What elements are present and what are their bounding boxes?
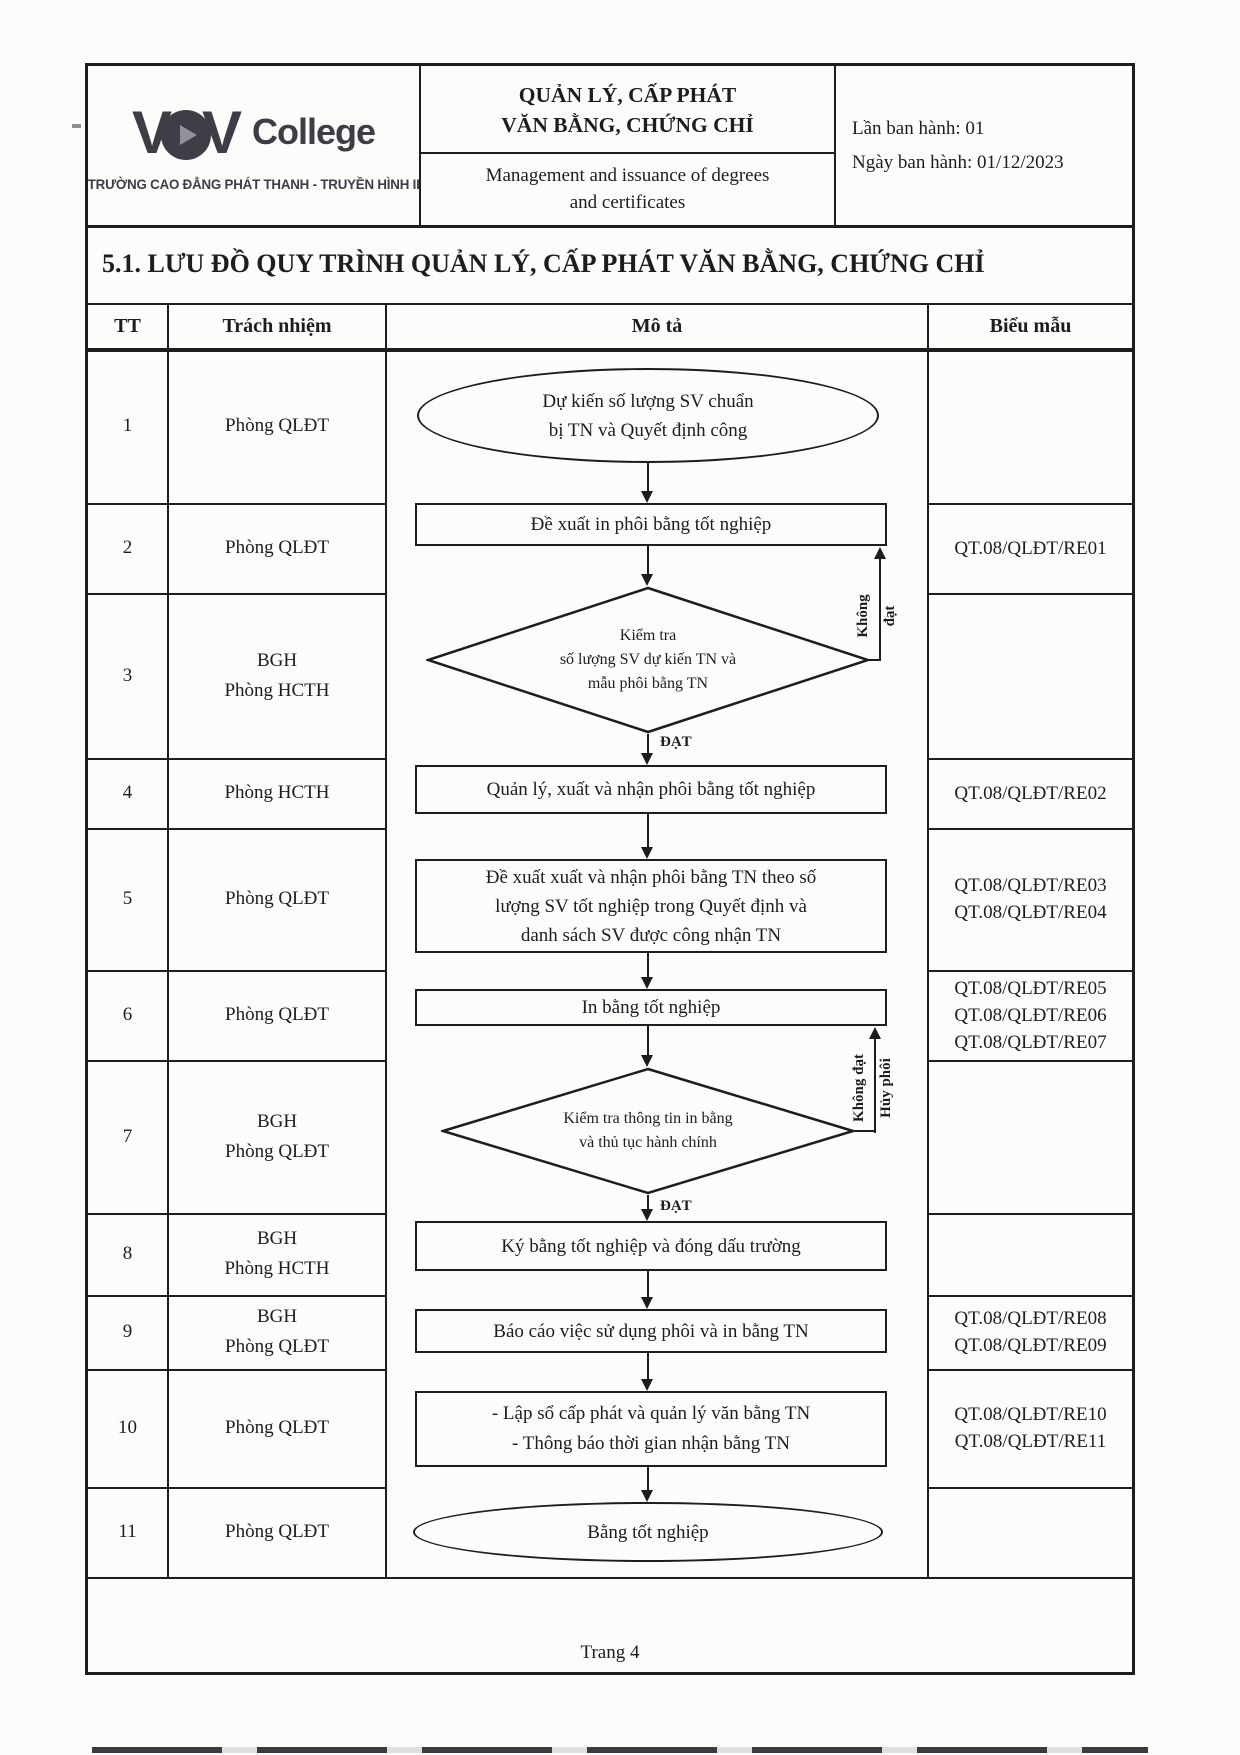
responsibility-cell bbox=[169, 1213, 385, 1295]
arrow-down-icon bbox=[641, 977, 653, 989]
responsibility-line: BGH bbox=[256, 649, 298, 671]
form-codes bbox=[929, 828, 1132, 970]
flow-text-line: - Lập sổ cấp phát và quản lý văn bằng TN bbox=[491, 1403, 811, 1424]
fail-label-line: Không bbox=[855, 594, 871, 638]
form-code: QT.08/QLĐT/RE01 bbox=[954, 537, 1107, 559]
form-codes bbox=[929, 1295, 1132, 1369]
row-number: 2 bbox=[122, 537, 133, 558]
flow-arrow bbox=[647, 1026, 649, 1056]
responsibility-line: Phòng HCTH bbox=[224, 679, 330, 701]
flow-arrow bbox=[647, 546, 649, 575]
form-code: QT.08/QLĐT/RE03 bbox=[954, 875, 1107, 896]
flow-arrow bbox=[647, 463, 649, 492]
section-title-bar bbox=[102, 227, 1112, 301]
column-header-tt: TT bbox=[114, 315, 141, 337]
flow-end-ellipse bbox=[413, 1502, 883, 1562]
scan-mark bbox=[72, 124, 81, 128]
responsibility-cell: Phòng QLĐT bbox=[225, 1417, 329, 1438]
form-code: QT.08/QLĐT/RE09 bbox=[954, 1335, 1107, 1356]
row-number: 1 bbox=[122, 414, 133, 436]
logo-caption: TRƯỜNG CAO ĐẲNG PHÁT THANH - TRUYỀN HÌNH II bbox=[87, 175, 420, 192]
flow-text-line: Bằng tốt nghiệp bbox=[587, 1521, 709, 1543]
row-number: 10 bbox=[118, 1417, 137, 1438]
flow-step6-rect bbox=[415, 989, 887, 1026]
flow-start-ellipse bbox=[417, 368, 879, 463]
form-code: QT.08/QLĐT/RE02 bbox=[954, 782, 1107, 804]
document-title-vi bbox=[421, 68, 834, 152]
row-number: 3 bbox=[122, 664, 133, 686]
responsibility-cell bbox=[169, 1060, 385, 1213]
column-header-responsibility: Trách nhiệm bbox=[222, 315, 332, 337]
issue-date: Ngày ban hành: 01/12/2023 bbox=[852, 151, 1064, 173]
flow-arrow bbox=[647, 953, 649, 978]
column-header-description: Mô tả bbox=[631, 315, 683, 337]
pass-label: ĐẠT bbox=[660, 1198, 692, 1214]
play-triangle-icon bbox=[180, 125, 197, 145]
title-vi-line2: VĂN BẰNG, CHỨNG CHỈ bbox=[501, 113, 754, 137]
flow-text-line: Quản lý, xuất và nhận phôi bằng tốt nghiệp bbox=[486, 779, 816, 800]
responsibility-cell: Phòng QLĐT bbox=[225, 537, 329, 558]
row-divider bbox=[927, 1213, 1132, 1215]
form-code: QT.08/QLĐT/RE04 bbox=[954, 902, 1107, 923]
flow-step2-rect bbox=[415, 503, 887, 546]
flow-step9-rect bbox=[415, 1309, 887, 1353]
row-divider bbox=[927, 1060, 1132, 1062]
fail-label-line: đạt bbox=[882, 605, 898, 627]
responsibility-cell: Phòng QLĐT bbox=[225, 414, 329, 436]
arrow-down-icon bbox=[641, 1379, 653, 1391]
flow-text-line: danh sách SV được công nhận TN bbox=[520, 924, 782, 946]
arrow-down-icon bbox=[641, 753, 653, 765]
footer-top-line bbox=[88, 1577, 1132, 1579]
responsibility-line: Phòng HCTH bbox=[224, 1258, 330, 1279]
form-code: QT.08/QLĐT/RE07 bbox=[954, 1031, 1107, 1053]
title-en-line1: Management and issuance of degrees bbox=[485, 164, 770, 186]
logo-cell bbox=[88, 66, 419, 223]
responsibility-cell: Phòng HCTH bbox=[224, 782, 330, 803]
issue-number: Lần ban hành: 01 bbox=[852, 117, 985, 139]
flow-step10-rect bbox=[415, 1391, 887, 1467]
flow-step8-rect bbox=[415, 1221, 887, 1271]
row-number: 7 bbox=[122, 1125, 133, 1147]
arrow-down-icon bbox=[641, 1297, 653, 1309]
page-frame bbox=[85, 63, 1135, 1675]
form-code: QT.08/QLĐT/RE11 bbox=[954, 1431, 1107, 1452]
row-number: 4 bbox=[122, 782, 133, 803]
fail-label-line: Hủy phôi bbox=[878, 1058, 894, 1118]
responsibility-cell bbox=[169, 593, 385, 758]
fail-label bbox=[846, 1054, 900, 1122]
responsibility-line: Phòng QLĐT bbox=[225, 1140, 329, 1162]
pass-label: ĐẠT bbox=[660, 734, 692, 750]
fail-label-line: Không đạt bbox=[851, 1054, 867, 1122]
row-number: 8 bbox=[122, 1243, 133, 1264]
flow-text-line: số lượng SV dự kiến TN và bbox=[559, 651, 737, 668]
issuance-info bbox=[836, 66, 1132, 225]
flow-text-line: Dự kiến số lượng SV chuẩn bbox=[542, 390, 754, 412]
flow-text-line: - Thông báo thời gian nhận bằng TN bbox=[512, 1433, 790, 1454]
row-divider bbox=[927, 1487, 1132, 1489]
arrow-down-icon bbox=[641, 491, 653, 503]
document-title-en bbox=[421, 152, 834, 225]
flow-text-line: Ký bằng tốt nghiệp và đóng dấu trường bbox=[501, 1235, 801, 1257]
vov-logo bbox=[132, 98, 375, 167]
flow-arrow bbox=[647, 1195, 649, 1210]
arrow-down-icon bbox=[641, 1055, 653, 1067]
arrow-down-icon bbox=[641, 1490, 653, 1502]
flow-arrow bbox=[647, 734, 649, 754]
column-header-form: Biểu mẫu bbox=[989, 315, 1072, 337]
flow-text-line: Đề xuất in phôi bằng tốt nghiệp bbox=[530, 514, 772, 535]
title-en-line2: and certificates bbox=[569, 191, 686, 213]
form-code: QT.08/QLĐT/RE06 bbox=[954, 1004, 1107, 1026]
flow-text-line: Báo cáo việc sử dụng phôi và in bằng TN bbox=[493, 1320, 809, 1342]
responsibility-line: BGH bbox=[256, 1306, 298, 1327]
logo-letter-v: V bbox=[131, 98, 170, 166]
flow-decision1-text bbox=[498, 624, 798, 696]
responsibility-cell bbox=[169, 1295, 385, 1369]
form-code: QT.08/QLĐT/RE08 bbox=[954, 1308, 1107, 1329]
fail-label bbox=[850, 594, 904, 637]
flow-text-line: và thủ tục hành chính bbox=[579, 1134, 717, 1151]
flow-text-line: bị TN và Quyết định công bbox=[548, 419, 748, 441]
scan-artifact bbox=[92, 1747, 1148, 1753]
flow-text-line: In bằng tốt nghiệp bbox=[581, 997, 721, 1018]
arrow-down-icon bbox=[641, 847, 653, 859]
row-divider bbox=[927, 593, 1132, 595]
flow-text-line: Đề xuất xuất và nhận phôi bằng TN theo số bbox=[485, 866, 817, 888]
responsibility-cell: Phòng QLĐT bbox=[225, 1004, 329, 1025]
form-code: QT.08/QLĐT/RE10 bbox=[954, 1404, 1107, 1425]
column-line bbox=[385, 303, 387, 1577]
flow-text-line: mẫu phôi bằng TN bbox=[587, 675, 709, 692]
flow-return-line bbox=[855, 1130, 876, 1132]
flow-step4-rect bbox=[415, 765, 887, 814]
title-vi-line1: QUẢN LÝ, CẤP PHÁT bbox=[518, 83, 737, 107]
flow-arrow bbox=[647, 1353, 649, 1380]
responsibility-cell: Phòng QLĐT bbox=[225, 1521, 329, 1542]
form-codes bbox=[929, 1369, 1132, 1487]
responsibility-line: Phòng QLĐT bbox=[225, 1336, 329, 1357]
responsibility-line: BGH bbox=[256, 1228, 298, 1249]
responsibility-line: BGH bbox=[256, 1110, 298, 1132]
row-number: 5 bbox=[122, 888, 133, 909]
arrow-down-icon bbox=[641, 574, 653, 586]
flow-arrow bbox=[647, 1271, 649, 1298]
flow-text-line: Kiểm tra bbox=[619, 627, 677, 644]
section-title: 5.1. LƯU ĐỒ QUY TRÌNH QUẢN LÝ, CẤP PHÁT VĂN BẰNG, CHỨNG CHỈ bbox=[102, 249, 985, 278]
arrow-down-icon bbox=[641, 1209, 653, 1221]
logo-college-text: College bbox=[252, 111, 376, 152]
row-number: 6 bbox=[122, 1004, 133, 1025]
flow-text-line: Kiểm tra thông tin in bằng bbox=[563, 1110, 733, 1127]
flow-decision2-text bbox=[498, 1107, 798, 1155]
logo-letter-v: V bbox=[201, 98, 241, 166]
row-number: 11 bbox=[118, 1521, 137, 1542]
form-code: QT.08/QLĐT/RE05 bbox=[954, 977, 1107, 999]
row-number: 9 bbox=[122, 1321, 133, 1342]
flow-arrow bbox=[647, 1467, 649, 1491]
flow-arrow bbox=[647, 814, 649, 848]
flow-text-line: lượng SV tốt nghiệp trong Quyết định và bbox=[495, 895, 807, 917]
form-codes bbox=[929, 970, 1132, 1060]
flow-return-line bbox=[866, 659, 881, 661]
flow-step5-rect bbox=[415, 859, 887, 953]
page-number: Trang 4 bbox=[580, 1642, 640, 1663]
responsibility-cell: Phòng QLĐT bbox=[225, 888, 329, 909]
